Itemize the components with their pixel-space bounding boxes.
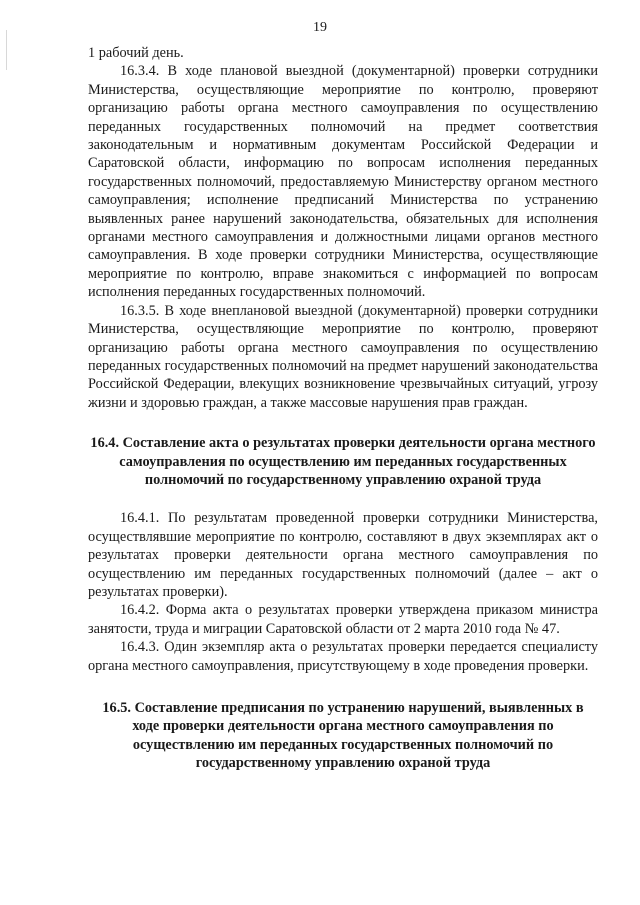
page-number: 19	[313, 20, 327, 35]
paragraph-16-3-4: 16.3.4. В ходе плановой выездной (документарной) проверки сотрудники Министерства, осуществляющие мероприятие по контролю, проверяют организацию работы органа местного самоуправления по осуществлению переданных государственных полномочий на предмет соответствия законодательным и нормативным документам Российской Федерации и Саратовской области, информацию по вопросам исполнения переданных государственных полномочий, предоставляемую Министерству органом местного самоуправления; исполнение предписаний Министерства по устранению выявленных ранее нарушений законодательства, обязательных для исполнения органами местного самоуправления и должностными лицами органов местного самоуправления. В ходе проверки сотрудники Министерства, осуществляющие мероприятие по контролю, вправе знакомиться с информацией по вопросам исполнения переданных государственных полномочий.	[88, 63, 598, 301]
paragraph-16-3-5: 16.3.5. В ходе внеплановой выездной (документарной) проверки сотрудники Министерства, осуществляющие мероприятие по контролю, проверяют организацию работы органа местного самоуправления по осуществлению переданных государственных полномочий на предмет нарушений законодательства Российской Федерации, влекущих возникновение чрезвычайных ситуаций, угрозу жизни и здоровью граждан, а также массовые нарушения прав граждан.	[88, 302, 598, 411]
paragraph-16-4-3: 16.4.3. Один экземпляр акта о результатах проверки передается специалисту органа местного самоуправления, присутствующему в ходе проведения проверки.	[88, 639, 598, 674]
scan-edge-mark	[6, 30, 7, 70]
paragraph-16-4-1: 16.4.1. По результатам проведенной проверки сотрудники Министерства, осуществлявшие мероприятие по контролю, составляют в двух экземплярах акт о результатах проверки деятельности органа местного самоуправления по осуществлению им переданных государственных полномочий (далее – акт о результатах проверки).	[88, 510, 598, 600]
paragraph-16-4-2: 16.4.2. Форма акта о результатах проверки утверждена приказом министра занятости, труда и миграции Саратовской области от 2 марта 2010 года № 47.	[88, 602, 598, 637]
document-body	[88, 44, 598, 773]
section-heading-16-4: 16.4. Составление акта о результатах проверки деятельности органа местного самоуправления по осуществлению им переданных государственных полномочий по государственному управлению охраной труда	[90, 435, 596, 488]
paragraph-continuation: 1 рабочий день.	[88, 45, 184, 61]
section-heading-16-5: 16.5. Составление предписания по устранению нарушений, выявленных в ходе проверки деятельности органа местного самоуправления по осуществлению им переданных государственных полномочий по государственному управлению охраной труда	[102, 700, 584, 772]
